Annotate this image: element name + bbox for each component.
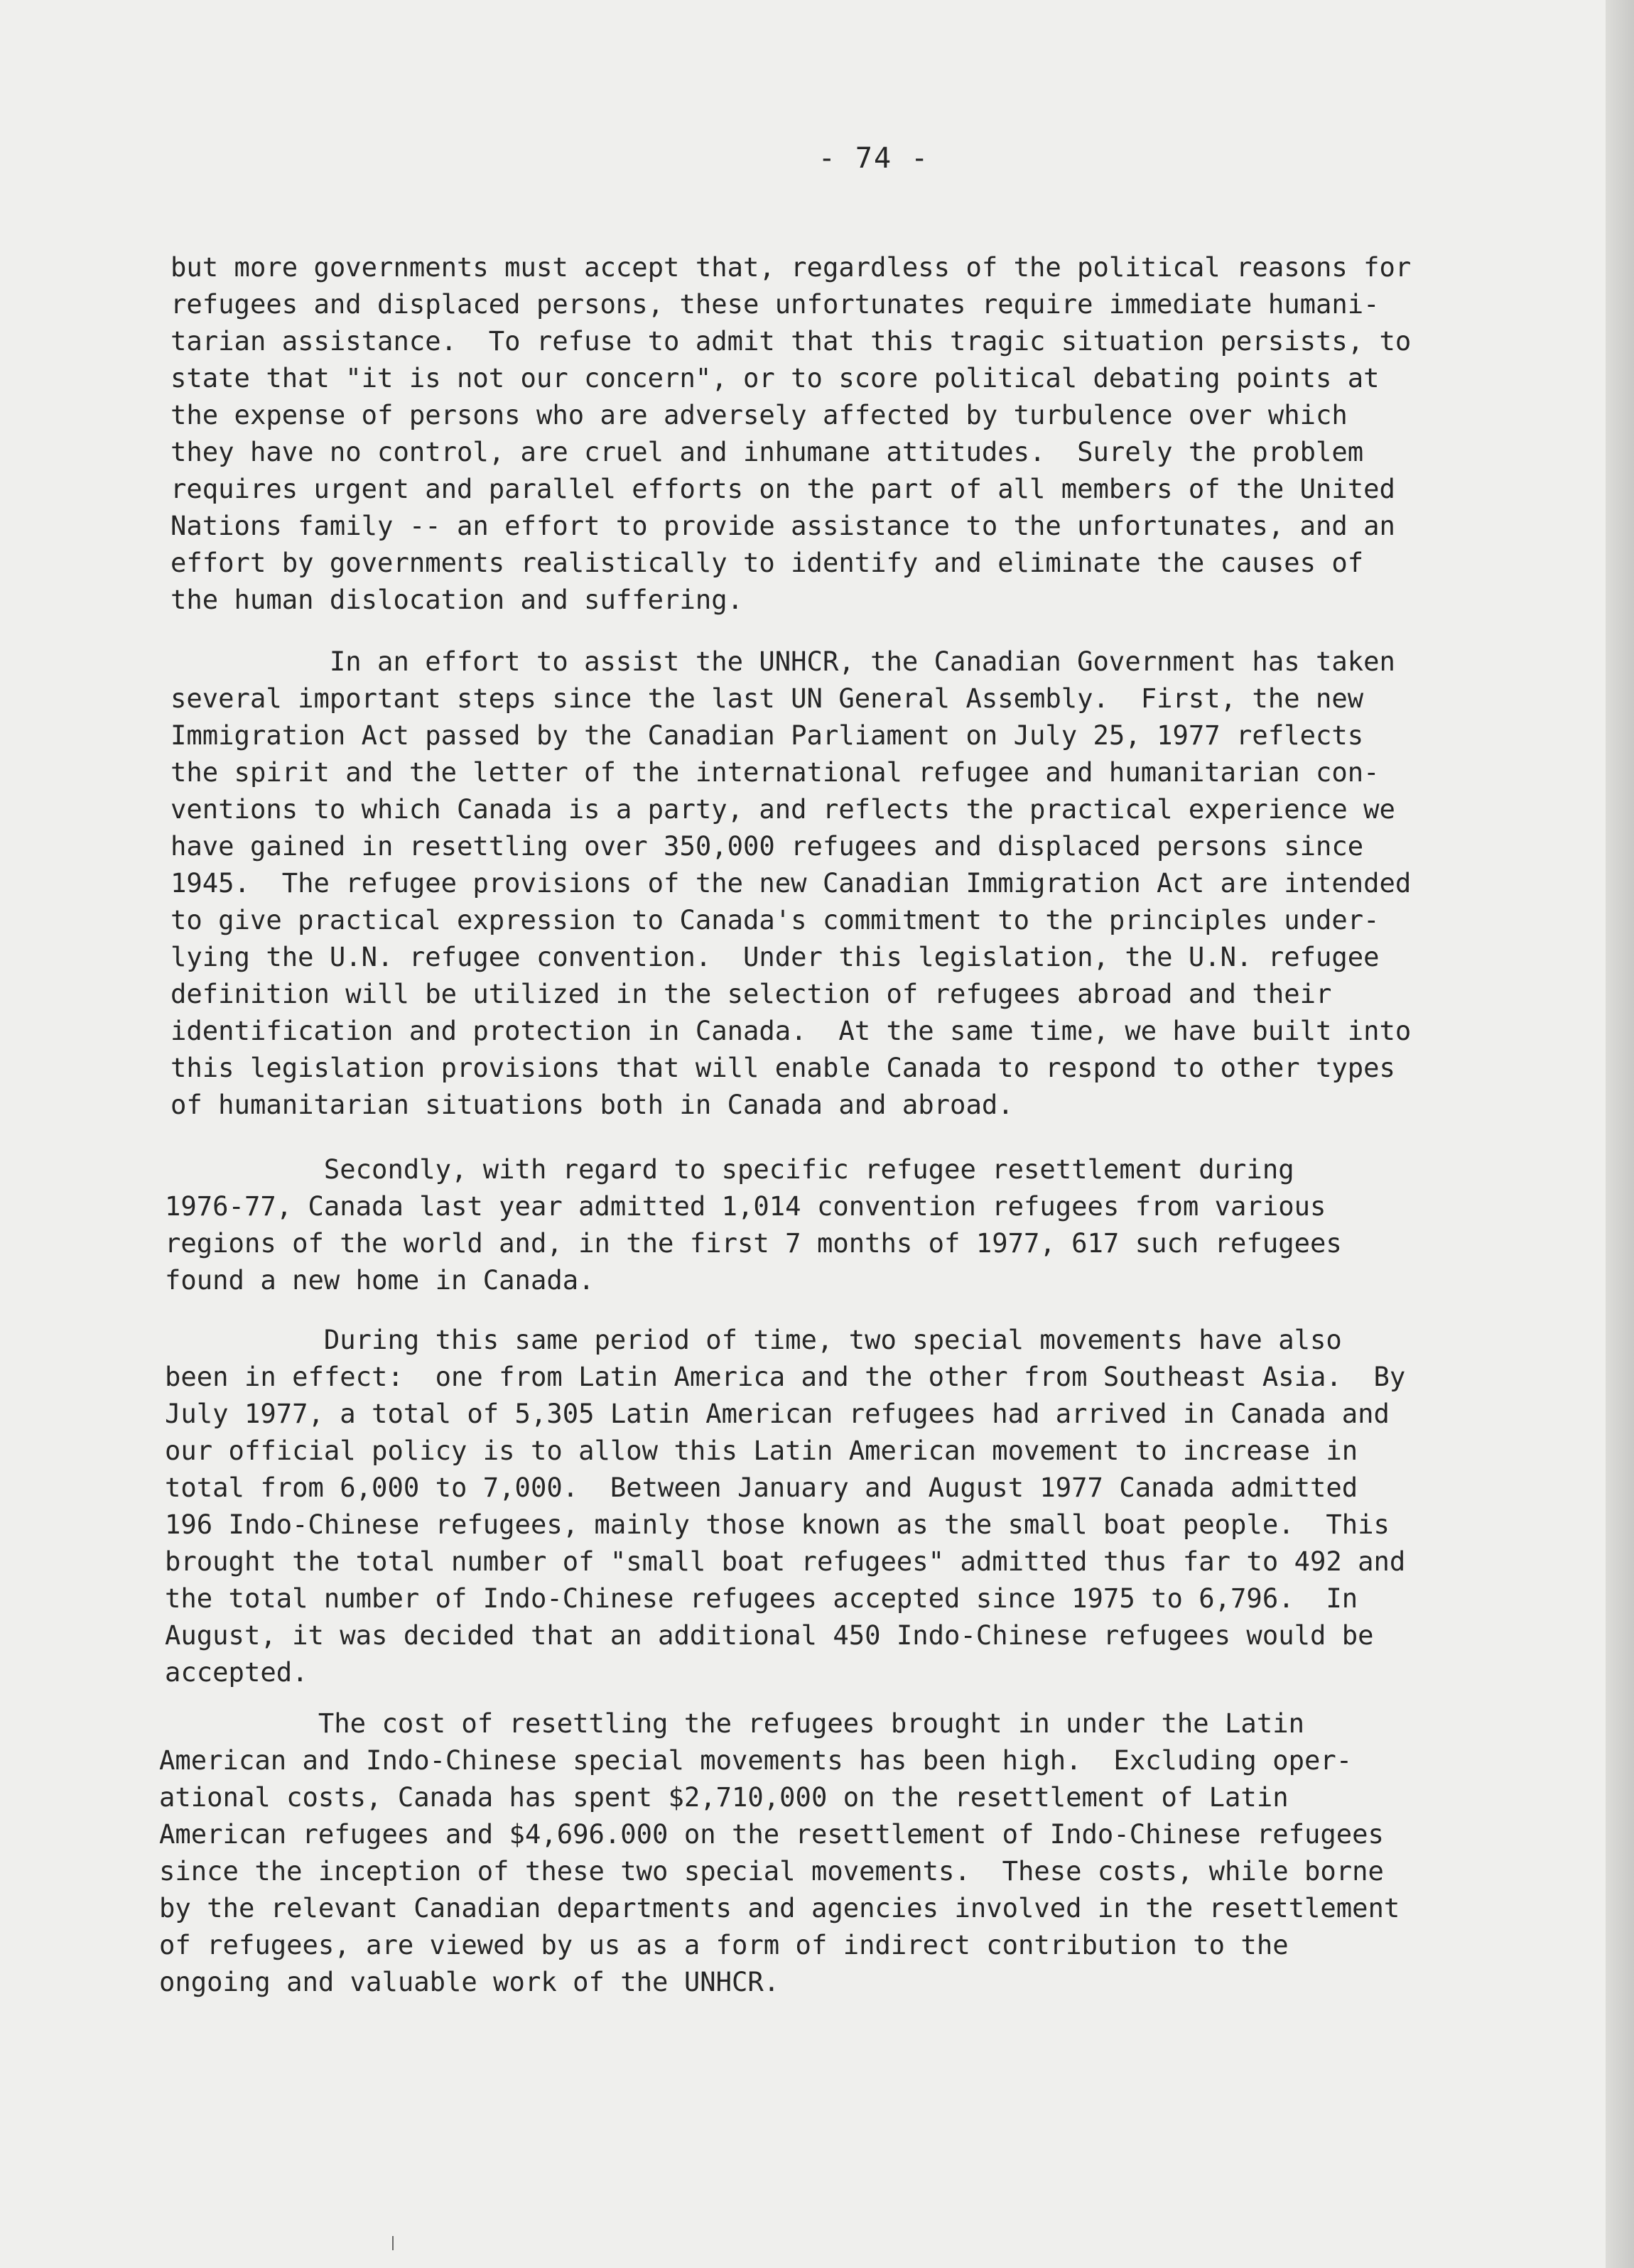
text-line: of humanitarian situations both in Canada and abroad. [171, 1089, 1014, 1120]
text-line: identification and protection in Canada. At the same time, we have built into [171, 1015, 1412, 1046]
text-line: July 1977, a total of 5,305 Latin American refugees had arrived in Canada and [165, 1398, 1390, 1429]
text-line: the expense of persons who are adversely affected by turbulence over which [171, 399, 1348, 430]
text-line: definition will be utilized in the selection of refugees abroad and their [171, 978, 1332, 1009]
text-line: brought the total number of "small boat refugees" admitted thus far to 492 and [165, 1546, 1406, 1577]
text-line: the human dislocation and suffering. [171, 584, 743, 615]
text-line: lying the U.N. refugee convention. Under this legislation, the U.N. refugee [171, 941, 1380, 972]
page-edge-shadow [1606, 0, 1634, 2268]
text-line: ongoing and valuable work of the UNHCR. [159, 1966, 780, 1997]
text-line: ventions to which Canada is a party, and reflects the practical experience we [171, 793, 1395, 825]
paragraph-2 [171, 643, 1563, 1123]
text-line: The cost of resettling the refugees brought in under the Latin [159, 1708, 1304, 1739]
text-line: American and Indo-Chinese special movements has been high. Excluding oper- [159, 1745, 1353, 1776]
text-line: of refugees, are viewed by us as a form of indirect contribution to the [159, 1929, 1289, 1960]
text-line: Secondly, with regard to specific refugee resettlement during [165, 1154, 1294, 1185]
text-line: by the relevant Canadian departments and agencies involved in the resettlement [159, 1892, 1400, 1924]
text-line: to give practical expression to Canada's commitment to the principles under- [171, 904, 1380, 935]
text-line: During this same period of time, two special movements have also [165, 1324, 1342, 1355]
text-line: but more governments must accept that, regardless of the political reasons for [171, 251, 1412, 283]
text-line: Immigration Act passed by the Canadian Parliament on July 25, 1977 reflects [171, 720, 1364, 751]
scan-mark [392, 2236, 394, 2250]
text-line: 196 Indo-Chinese refugees, mainly those known as the small boat people. This [165, 1509, 1390, 1540]
text-line: refugees and displaced persons, these unfortunates require immediate humani- [171, 288, 1380, 320]
text-line: found a new home in Canada. [165, 1264, 595, 1296]
text-line: the spirit and the letter of the international refugee and humanitarian con- [171, 756, 1380, 788]
text-line: the total number of Indo-Chinese refugees accepted since 1975 to 6,796. In [165, 1583, 1358, 1614]
paragraph-1 [171, 249, 1563, 618]
text-line: since the inception of these two special movements. These costs, while borne [159, 1855, 1384, 1887]
text-line: regions of the world and, in the first 7 months of 1977, 617 such refugees [165, 1227, 1342, 1259]
paragraph-5 [159, 1705, 1552, 2000]
paragraph-3 [165, 1151, 1557, 1298]
text-line: this legislation provisions that will enable Canada to respond to other types [171, 1052, 1395, 1083]
text-line: ational costs, Canada has spent $2,710,000 on the resettlement of Latin [159, 1781, 1289, 1813]
text-line: several important steps since the last UN General Assembly. First, the new [171, 683, 1364, 714]
text-line: tarian assistance. To refuse to admit that this tragic situation persists, to [171, 325, 1412, 357]
text-line: accepted. [165, 1656, 308, 1688]
text-line: American refugees and $4,696.000 on the resettlement of Indo-Chinese refugees [159, 1818, 1384, 1850]
text-line: 1976-77, Canada last year admitted 1,014 convention refugees from various [165, 1190, 1326, 1222]
text-line: total from 6,000 to 7,000. Between January and August 1977 Canada admitted [165, 1472, 1358, 1503]
text-line: In an effort to assist the UNHCR, the Canadian Government has taken [171, 646, 1395, 677]
text-line: Nations family -- an effort to provide assistance to the unfortunates, and an [171, 510, 1395, 541]
text-line: have gained in resettling over 350,000 refugees and displaced persons since [171, 830, 1364, 862]
text-line: state that "it is not our concern", or to score political debating points at [171, 362, 1380, 394]
paragraph-4 [165, 1321, 1557, 1691]
text-line: they have no control, are cruel and inhumane attitudes. Surely the problem [171, 436, 1364, 467]
text-line: effort by governments realistically to identify and eliminate the causes of [171, 547, 1364, 578]
text-line: our official policy is to allow this Latin American movement to increase in [165, 1435, 1358, 1466]
text-line: August, it was decided that an additional 450 Indo-Chinese refugees would be [165, 1619, 1374, 1651]
page-number: - 74 - [818, 142, 930, 175]
text-line: 1945. The refugee provisions of the new Canadian Immigration Act are intended [171, 867, 1412, 899]
text-line: been in effect: one from Latin America and the other from Southeast Asia. By [165, 1361, 1406, 1392]
text-line: requires urgent and parallel efforts on the part of all members of the United [171, 473, 1395, 504]
